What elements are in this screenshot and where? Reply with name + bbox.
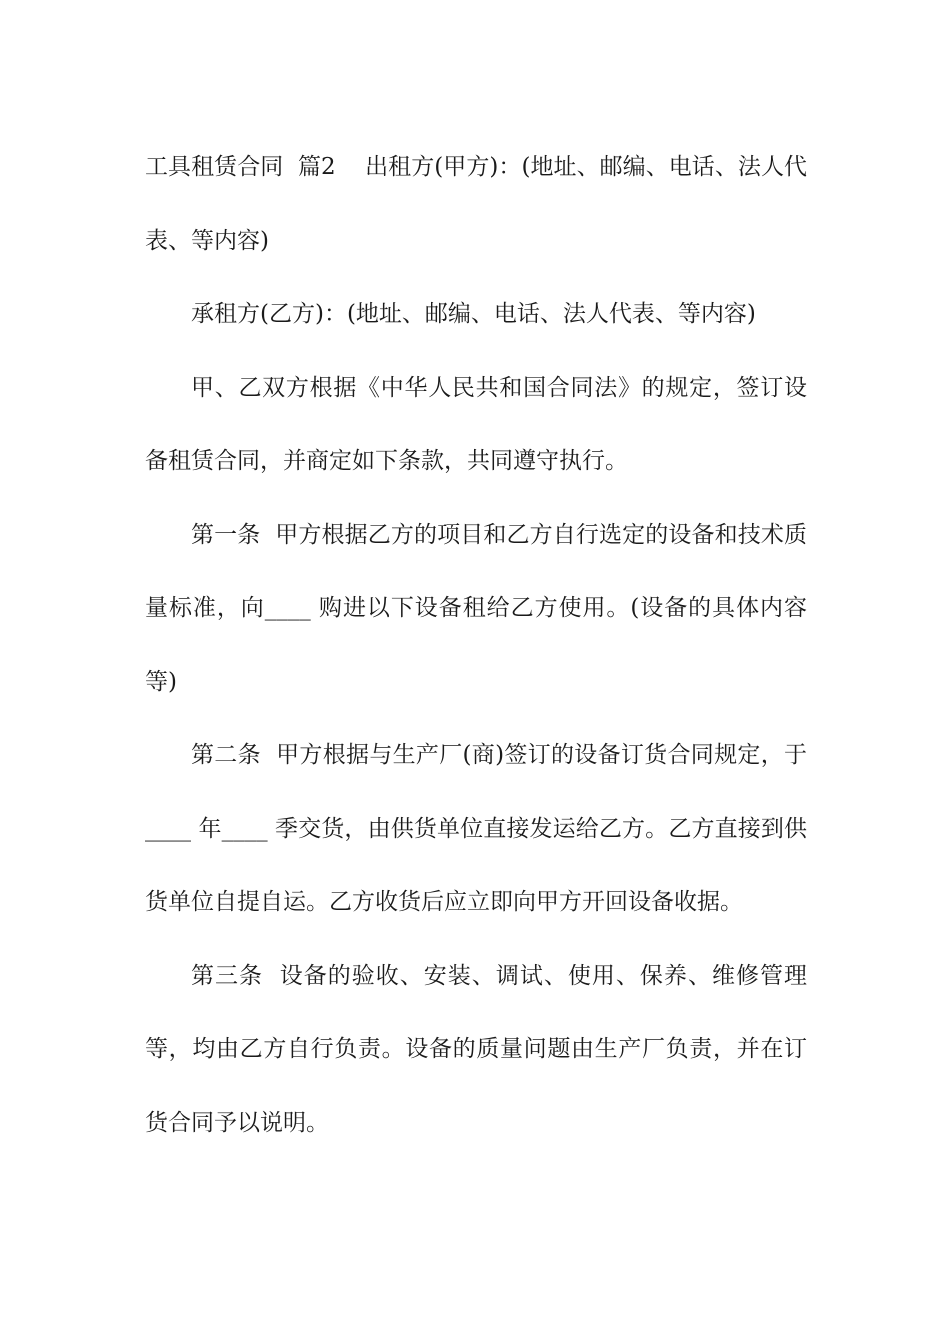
paragraph-title-lessor: 工具租赁合同 篇2 出租方(甲方)：(地址、邮编、电话、法人代表、等内容) (145, 154, 807, 254)
paragraph-article-1: 第一条 甲方根据乙方的项目和乙方自行选定的设备和技术质量标准，向____ 购进以下设备租给乙方使用。(设备的具体内容等) (145, 521, 807, 695)
paragraph-article-2: 第二条 甲方根据与生产厂(商)签订的设备订货合同规定，于____ 年____ 季交货，由供货单位直接发运给乙方。乙方直接到供货单位自提自运。乙方收货后应立即向甲方开回设备收据。 (145, 742, 807, 915)
paragraph-lessee: 承租方(乙方)：(地址、邮编、电话、法人代表、等内容) (191, 301, 756, 327)
document-body (145, 131, 807, 1160)
paragraph-article-3: 第三条 设备的验收、安装、调试、使用、保养、维修管理等，均由乙方自行负责。设备的质量问题由生产厂负责，并在订货合同予以说明。 (145, 962, 807, 1136)
paragraph-preamble: 甲、乙双方根据《中华人民共和国合同法》的规定，签订设备租赁合同，并商定如下条款，共同遵守执行。 (145, 374, 807, 474)
